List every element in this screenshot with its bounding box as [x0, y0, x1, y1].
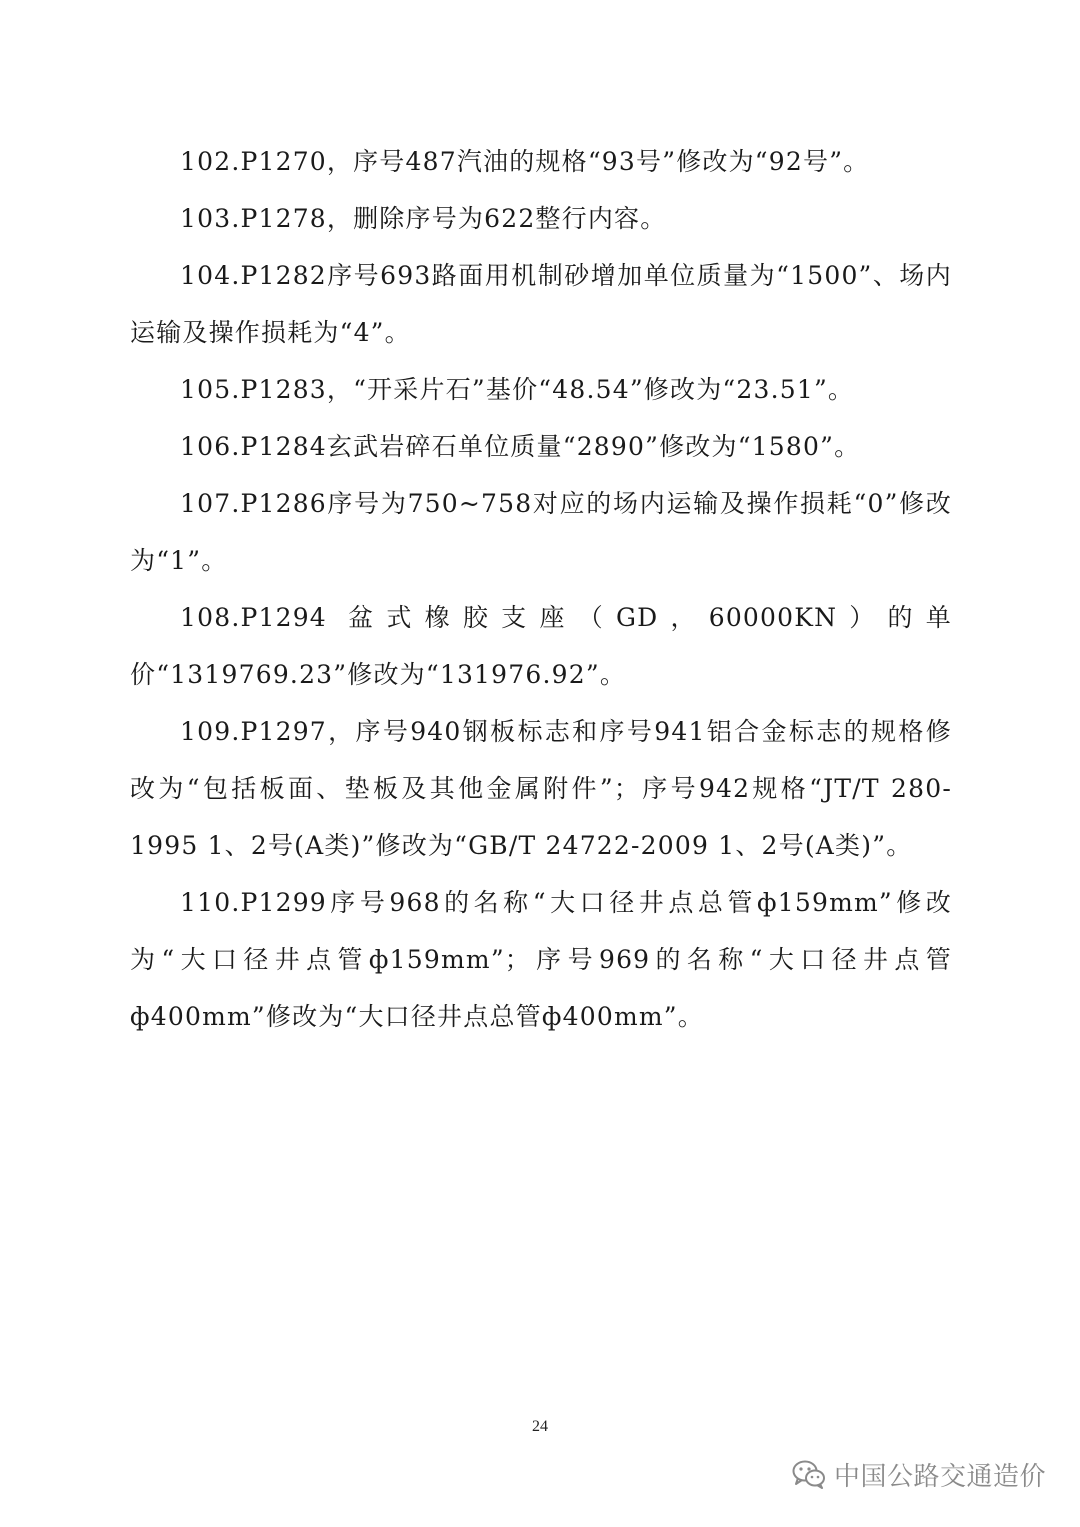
wechat-icon	[792, 1459, 826, 1489]
watermark-text: 中国公路交通造价	[833, 1461, 1046, 1492]
watermark	[792, 1454, 1046, 1494]
paragraph-103: 103.P1278，删除序号为622整行内容。	[180, 204, 667, 233]
paragraph-110: 110.P1299序号968的名称“大口径井点总管ф159mm”修改为“大口径井点管ф159mm”；序号969的名称“大口径井点管ф400mm”修改为“大口径井点总管ф400mm”。	[130, 888, 952, 1031]
paragraph-105: 105.P1283，“开采片石”基价“48.54”修改为“23.51”。	[180, 375, 855, 404]
paragraph-107: 107.P1286序号为750~758对应的场内运输及操作损耗“0”修改为“1”。	[130, 489, 952, 575]
page-number: 24	[532, 1418, 548, 1435]
paragraph-102: 102.P1270，序号487汽油的规格“93号”修改为“92号”。	[180, 147, 870, 176]
paragraph-106: 106.P1284玄武岩碎石单位质量“2890”修改为“1580”。	[180, 432, 861, 461]
paragraph-109: 109.P1297，序号940钢板标志和序号941铝合金标志的规格修改为“包括板面、垫板及其他金属附件”；序号942规格“JT/T 280-1995 1、2号(A类)”修改为“GB/T 24722-2009 1、2号(A类)”。	[130, 717, 952, 860]
paragraph-108: 108.P1294 盆式橡胶支座（GD，60000KN）的单价“1319769.23”修改为“131976.92”。	[130, 603, 952, 689]
document-body	[130, 133, 952, 1045]
paragraph-104: 104.P1282序号693路面用机制砂增加单位质量为“1500”、场内运输及操作损耗为“4”。	[130, 261, 952, 347]
